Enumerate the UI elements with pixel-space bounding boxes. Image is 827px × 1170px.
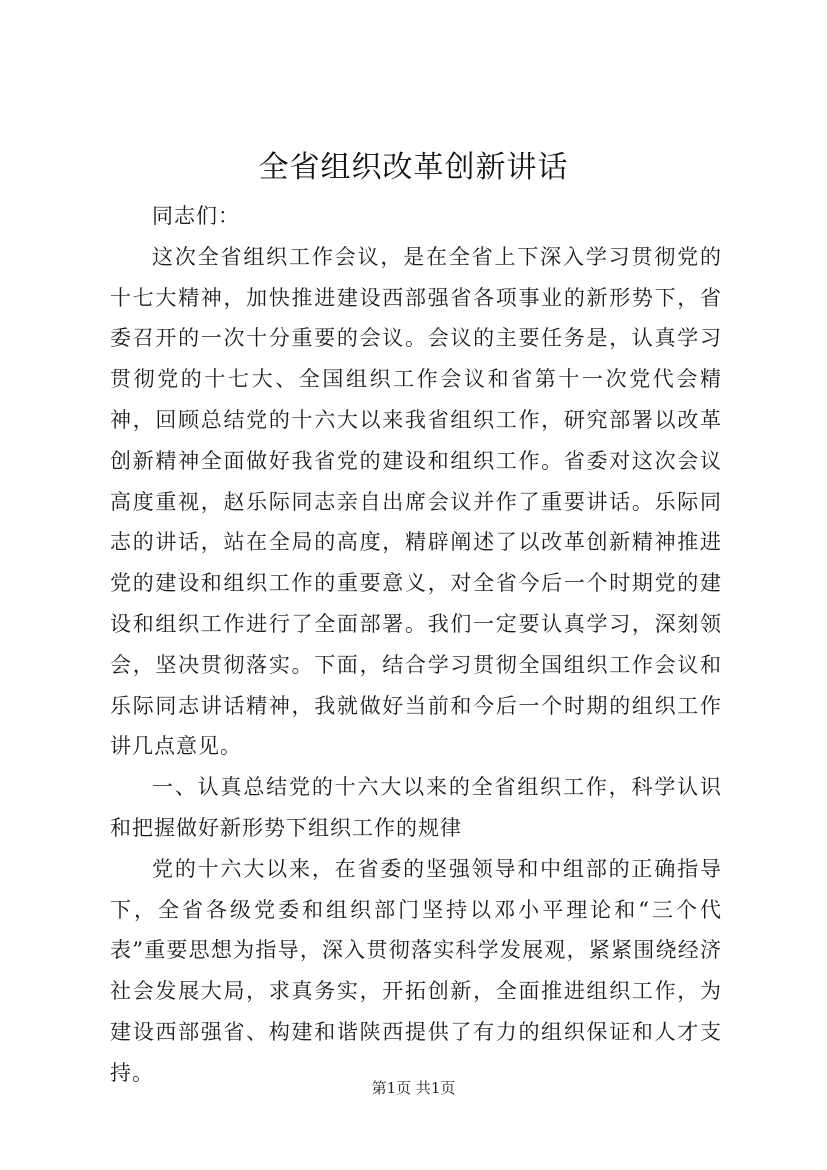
document-body: [110, 196, 722, 1094]
page-number-footer: 第1页 共1页: [371, 1079, 456, 1097]
body-paragraph: 党的十六大以来，在省委的坚强领导和中组部的正确指导下，全省各级党委和组织部门坚持以邓小平理论和“三个代表”重要思想为指导，深入贯彻落实科学发展观，紧紧围绕经济社会发展大局，求真务实，开拓创新，全面推进组织工作，为建设西部强省、构建和谐陕西提供了有力的组织保证和人才支持。: [110, 856, 722, 1085]
salutation-paragraph: 同志们：: [152, 204, 240, 228]
document-title: 全省组织改革创新讲话: [258, 150, 569, 185]
body-paragraph: 这次全省组织工作会议，是在全省上下深入学习贯彻党的十七大精神，加快推进建设西部强省各项事业的新形势下，省委召开的一次十分重要的会议。会议的主要任务是，认真学习贯彻党的十七大、全国组织工作会议和省第十一次党代会精神，回顾总结党的十六大以来我省组织工作，研究部署以改革创新精神全面做好我省党的建设和组织工作。省委对这次会议高度重视，赵乐际同志亲自出席会议并作了重要讲话。乐际同志的讲话，站在全局的高度，精辟阐述了以改革创新精神推进党的建设和组织工作的重要意义，对全省今后一个时期党的建设和组织工作进行了全面部署。我们一定要认真学习，深刻领会，坚决贯彻落实。下面，结合学习贯彻全国组织工作会议和乐际同志讲话精神，我就做好当前和今后一个时期的组织工作讲几点意见。: [110, 244, 722, 759]
section-heading-paragraph: 一、认真总结党的十六大以来的全省组织工作，科学认识和把握做好新形势下组织工作的规律: [110, 775, 722, 840]
